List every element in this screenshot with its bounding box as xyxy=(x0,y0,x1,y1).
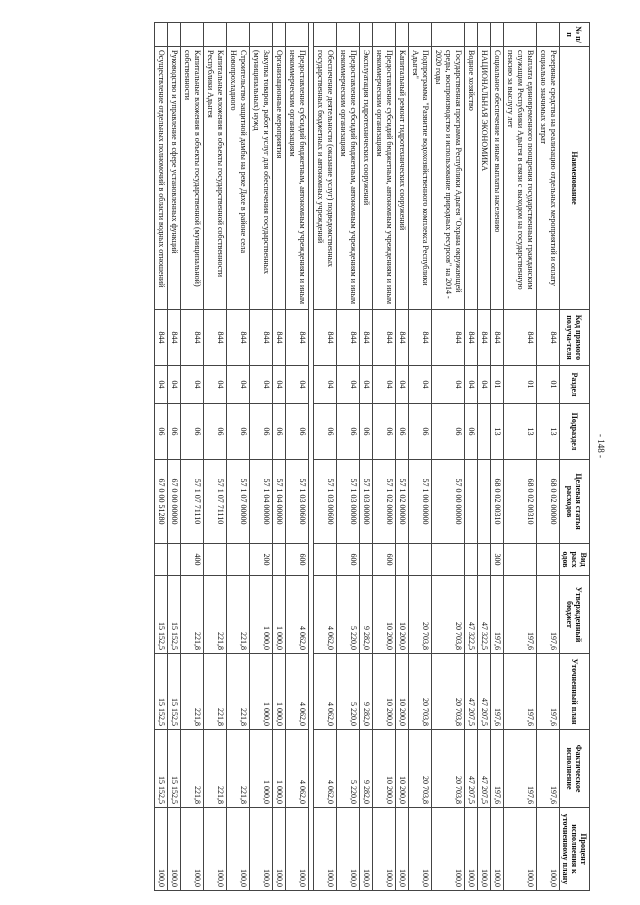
row-name: Капитальные вложения в объекты государственной (муниципальной) собственности xyxy=(181,47,204,310)
row-expense-type: 600 xyxy=(337,544,360,576)
row-number xyxy=(504,23,537,47)
row-subsection: 13 xyxy=(504,404,537,460)
row-name: Водное хозяйство xyxy=(465,47,478,310)
table-row xyxy=(465,23,478,891)
row-expense-type xyxy=(227,544,250,576)
row-subsection: 06 xyxy=(286,404,309,460)
row-code: 844 xyxy=(409,310,432,366)
row-section: 01 xyxy=(504,366,537,404)
row-article xyxy=(478,460,491,544)
row-actual: 20 703,8 xyxy=(409,730,432,808)
row-expense-type: 600 xyxy=(286,544,309,576)
table-row xyxy=(537,23,560,891)
row-name: Предоставление субсидий бюджетным, автономным учреждениям и иным некоммерческим организациям xyxy=(286,47,309,310)
row-expense-type xyxy=(432,544,465,576)
row-code: 844 xyxy=(432,310,465,366)
row-percent: 100,0 xyxy=(181,808,204,891)
row-actual: 1 000,0 xyxy=(250,730,273,808)
row-approved: 47 322,5 xyxy=(465,576,478,654)
row-section: 04 xyxy=(227,366,250,404)
row-code: 844 xyxy=(250,310,273,366)
table-body xyxy=(155,23,560,891)
row-approved: 221,8 xyxy=(227,576,250,654)
spacer-cell xyxy=(309,23,314,891)
row-name: Закупка товаров, работ и услуг для обеспечения государственных (муниципальных) нужд xyxy=(250,47,273,310)
row-article: 57 1 03 00600 xyxy=(286,460,309,544)
row-number xyxy=(168,23,181,47)
row-approved: 197,6 xyxy=(537,576,560,654)
row-code: 844 xyxy=(396,310,409,366)
table-row xyxy=(181,23,204,891)
row-code: 844 xyxy=(155,310,168,366)
row-section: 04 xyxy=(273,366,286,404)
row-code: 844 xyxy=(465,310,478,366)
row-expense-type xyxy=(504,544,537,576)
row-approved: 10 200,0 xyxy=(373,576,396,654)
row-code: 844 xyxy=(204,310,227,366)
row-subsection: 06 xyxy=(250,404,273,460)
row-actual: 197,6 xyxy=(537,730,560,808)
row-number xyxy=(478,23,491,47)
row-refined: 20 703,8 xyxy=(432,654,465,730)
row-name: Строительство защитной дамбы на реке Дахе в районе села Новопрохладного xyxy=(227,47,250,310)
row-approved: 10 200,0 xyxy=(396,576,409,654)
table-row xyxy=(360,23,373,891)
row-name: Эксплуатация гидротехнических сооружений xyxy=(360,47,373,310)
row-subsection: 06 xyxy=(227,404,250,460)
row-code: 844 xyxy=(491,310,504,366)
table-row xyxy=(396,23,409,891)
row-number xyxy=(360,23,373,47)
row-refined: 4 062,0 xyxy=(286,654,309,730)
row-number xyxy=(314,23,337,47)
row-name: Государственная программа Республики Адыгея "Охрана окружающей среды, воспроизводство и использование природных ресурсов" на 2014 - 2020 годы xyxy=(432,47,465,310)
rotated-page xyxy=(5,22,590,890)
row-refined: 15 152,5 xyxy=(168,654,181,730)
row-percent: 100,0 xyxy=(168,808,181,891)
header-expense-type: Вид расх одов xyxy=(560,544,590,576)
row-percent: 100,0 xyxy=(373,808,396,891)
row-expense-type: 300 xyxy=(491,544,504,576)
row-expense-type xyxy=(537,544,560,576)
row-refined: 15 152,5 xyxy=(155,654,168,730)
row-section: 04 xyxy=(181,366,204,404)
row-section: 04 xyxy=(155,366,168,404)
row-refined: 47 207,5 xyxy=(478,654,491,730)
row-article: 57 1 00 00000 xyxy=(409,460,432,544)
row-actual: 197,6 xyxy=(504,730,537,808)
row-number xyxy=(373,23,396,47)
header-approved: Утвержденный бюджет xyxy=(560,576,590,654)
row-code: 844 xyxy=(537,310,560,366)
row-subsection: 06 xyxy=(396,404,409,460)
row-actual: 4 062,0 xyxy=(286,730,309,808)
row-percent: 100,0 xyxy=(337,808,360,891)
row-expense-type xyxy=(409,544,432,576)
row-subsection: 13 xyxy=(491,404,504,460)
row-number xyxy=(204,23,227,47)
row-expense-type: 400 xyxy=(181,544,204,576)
row-expense-type xyxy=(314,544,337,576)
row-percent: 100,0 xyxy=(204,808,227,891)
table-row xyxy=(478,23,491,891)
page-number: - 148 - xyxy=(596,434,606,458)
row-expense-type xyxy=(204,544,227,576)
table-row xyxy=(227,23,250,891)
row-actual: 15 152,5 xyxy=(168,730,181,808)
row-name: Руководство и управление в сфере установленных функций xyxy=(168,47,181,310)
row-percent: 100,0 xyxy=(491,808,504,891)
table-row xyxy=(504,23,537,891)
row-actual: 5 220,0 xyxy=(337,730,360,808)
row-subsection: 06 xyxy=(465,404,478,460)
row-name: Осуществление отдельных полномочий в области водных отношений xyxy=(155,47,168,310)
row-number xyxy=(537,23,560,47)
row-number xyxy=(250,23,273,47)
row-spacer xyxy=(309,23,314,891)
row-approved: 197,6 xyxy=(504,576,537,654)
row-article: 68 0 02 00310 xyxy=(491,460,504,544)
row-section: 04 xyxy=(168,366,181,404)
row-section: 04 xyxy=(432,366,465,404)
row-number xyxy=(181,23,204,47)
row-approved: 47 322,5 xyxy=(478,576,491,654)
row-expense-type xyxy=(360,544,373,576)
row-article: 57 1 03 00000 xyxy=(360,460,373,544)
row-code: 844 xyxy=(227,310,250,366)
row-article: 68 0 02 00000 xyxy=(537,460,560,544)
row-percent: 100,0 xyxy=(227,808,250,891)
row-code: 844 xyxy=(168,310,181,366)
row-actual: 4 062,0 xyxy=(314,730,337,808)
row-subsection: 06 xyxy=(314,404,337,460)
header-num: № п/п xyxy=(560,23,590,47)
row-subsection: 06 xyxy=(409,404,432,460)
row-refined: 1 000,0 xyxy=(273,654,286,730)
row-approved: 15 152,5 xyxy=(168,576,181,654)
row-percent: 100,0 xyxy=(504,808,537,891)
row-name: НАЦИОНАЛЬНАЯ ЭКОНОМИКА xyxy=(478,47,491,310)
table-row xyxy=(432,23,465,891)
header-article: Целевая статья расходов xyxy=(560,460,590,544)
row-section: 01 xyxy=(491,366,504,404)
row-percent: 100,0 xyxy=(155,808,168,891)
row-section: 04 xyxy=(373,366,396,404)
row-approved: 1 000,0 xyxy=(273,576,286,654)
row-percent: 100,0 xyxy=(360,808,373,891)
table-row xyxy=(250,23,273,891)
row-code: 844 xyxy=(273,310,286,366)
row-refined: 221,8 xyxy=(181,654,204,730)
row-approved: 4 062,0 xyxy=(286,576,309,654)
row-refined: 10 200,0 xyxy=(396,654,409,730)
row-actual: 9 282,0 xyxy=(360,730,373,808)
header-percent: Процент исполнения к уточненному плану xyxy=(560,808,590,891)
row-code: 844 xyxy=(373,310,396,366)
row-subsection: 06 xyxy=(273,404,286,460)
row-approved: 221,8 xyxy=(181,576,204,654)
row-name: Предоставление субсидий бюджетным, автономным учреждениям и иным некоммерческим организациям xyxy=(337,47,360,310)
row-section: 04 xyxy=(360,366,373,404)
row-refined: 221,8 xyxy=(227,654,250,730)
row-article: 57 1 02 00000 xyxy=(396,460,409,544)
row-expense-type xyxy=(273,544,286,576)
row-approved: 5 220,0 xyxy=(337,576,360,654)
row-number xyxy=(227,23,250,47)
row-percent: 100,0 xyxy=(273,808,286,891)
row-subsection: 06 xyxy=(204,404,227,460)
table-row xyxy=(337,23,360,891)
row-approved: 15 152,5 xyxy=(155,576,168,654)
row-article: 68 0 02 00310 xyxy=(504,460,537,544)
row-refined: 5 220,0 xyxy=(337,654,360,730)
row-refined: 47 207,5 xyxy=(465,654,478,730)
row-refined: 221,8 xyxy=(204,654,227,730)
row-approved: 1 000,0 xyxy=(250,576,273,654)
row-article: 67 0 00 51280 xyxy=(155,460,168,544)
budget-table xyxy=(154,22,590,891)
row-expense-type xyxy=(168,544,181,576)
row-name: Организационные мероприятия xyxy=(273,47,286,310)
header-code: Код прямого получа-теля xyxy=(560,310,590,366)
row-article: 57 1 03 00600 xyxy=(314,460,337,544)
row-percent: 100,0 xyxy=(409,808,432,891)
row-name: Подпрограмма "Развитие водохозяйственного комплекса Республики Адыгея" xyxy=(409,47,432,310)
row-refined: 9 282,0 xyxy=(360,654,373,730)
row-article: 67 0 00 00000 xyxy=(168,460,181,544)
row-section: 04 xyxy=(314,366,337,404)
row-percent: 100,0 xyxy=(250,808,273,891)
table-row xyxy=(273,23,286,891)
row-name: Социальное обеспечение и иные выплаты населению xyxy=(491,47,504,310)
header-row xyxy=(560,23,590,891)
row-percent: 100,0 xyxy=(478,808,491,891)
row-section: 04 xyxy=(478,366,491,404)
header-refined: Уточненный план xyxy=(560,654,590,730)
row-refined: 197,6 xyxy=(491,654,504,730)
row-expense-type: 200 xyxy=(250,544,273,576)
table-row xyxy=(373,23,396,891)
header-section: Раздел xyxy=(560,366,590,404)
row-section: 04 xyxy=(409,366,432,404)
row-expense-type xyxy=(478,544,491,576)
row-actual: 197,6 xyxy=(491,730,504,808)
header-subsection: Подраздел xyxy=(560,404,590,460)
row-section: 04 xyxy=(250,366,273,404)
row-article: 57 1 03 00000 xyxy=(337,460,360,544)
table-row xyxy=(314,23,337,891)
row-actual: 15 152,5 xyxy=(155,730,168,808)
row-article: 57 1 07 71110 xyxy=(181,460,204,544)
row-percent: 100,0 xyxy=(396,808,409,891)
row-approved: 20 703,8 xyxy=(432,576,465,654)
row-number xyxy=(396,23,409,47)
row-subsection: 06 xyxy=(373,404,396,460)
table-row xyxy=(491,23,504,891)
row-actual: 20 703,8 xyxy=(432,730,465,808)
row-subsection: 13 xyxy=(537,404,560,460)
table-row xyxy=(204,23,227,891)
row-subsection: 06 xyxy=(337,404,360,460)
row-percent: 100,0 xyxy=(286,808,309,891)
row-subsection: 06 xyxy=(360,404,373,460)
row-section: 01 xyxy=(537,366,560,404)
table-row xyxy=(286,23,309,891)
row-number xyxy=(273,23,286,47)
row-article xyxy=(465,460,478,544)
row-subsection xyxy=(478,404,491,460)
row-number xyxy=(286,23,309,47)
row-code: 844 xyxy=(337,310,360,366)
table-row xyxy=(155,23,168,891)
row-approved: 20 703,8 xyxy=(409,576,432,654)
row-actual: 10 200,0 xyxy=(373,730,396,808)
row-number xyxy=(491,23,504,47)
row-section: 04 xyxy=(396,366,409,404)
row-section: 04 xyxy=(337,366,360,404)
row-section: 04 xyxy=(465,366,478,404)
row-name: Предоставление субсидий бюджетным, автономным учреждениям и иным некоммерческим организациям xyxy=(373,47,396,310)
row-percent: 100,0 xyxy=(465,808,478,891)
row-refined: 4 062,0 xyxy=(314,654,337,730)
row-code: 844 xyxy=(360,310,373,366)
row-subsection: 06 xyxy=(155,404,168,460)
row-refined: 20 703,8 xyxy=(409,654,432,730)
row-expense-type xyxy=(155,544,168,576)
row-name: Обеспечение деятельности (оказание услуг) подведомственных государственных бюджетных и автономных учреждений xyxy=(314,47,337,310)
row-approved: 4 062,0 xyxy=(314,576,337,654)
row-percent: 100,0 xyxy=(314,808,337,891)
row-article: 57 1 04 00000 xyxy=(273,460,286,544)
row-expense-type: 600 xyxy=(373,544,396,576)
row-refined: 197,6 xyxy=(504,654,537,730)
row-expense-type xyxy=(396,544,409,576)
row-subsection: 06 xyxy=(432,404,465,460)
row-refined: 197,6 xyxy=(537,654,560,730)
row-actual: 10 200,0 xyxy=(396,730,409,808)
row-article: 57 0 00 00000 xyxy=(432,460,465,544)
row-actual: 1 000,0 xyxy=(273,730,286,808)
row-subsection: 06 xyxy=(168,404,181,460)
row-percent: 100,0 xyxy=(537,808,560,891)
row-code: 844 xyxy=(181,310,204,366)
table-row xyxy=(168,23,181,891)
row-name: Капитальный ремонт гидротехнических сооружений xyxy=(396,47,409,310)
row-number xyxy=(409,23,432,47)
row-expense-type xyxy=(465,544,478,576)
row-actual: 47 207,5 xyxy=(478,730,491,808)
row-actual: 221,8 xyxy=(181,730,204,808)
row-approved: 9 282,0 xyxy=(360,576,373,654)
row-number xyxy=(465,23,478,47)
row-actual: 221,8 xyxy=(204,730,227,808)
row-refined: 10 200,0 xyxy=(373,654,396,730)
table-row xyxy=(409,23,432,891)
row-refined: 1 000,0 xyxy=(250,654,273,730)
row-approved: 221,8 xyxy=(204,576,227,654)
row-name: Резервные средства на реализацию отдельных мероприятий и оплату социально значимых затрат xyxy=(537,47,560,310)
row-section: 04 xyxy=(286,366,309,404)
row-number xyxy=(337,23,360,47)
row-actual: 221,8 xyxy=(227,730,250,808)
row-number xyxy=(432,23,465,47)
header-actual: Фактическое исполнение xyxy=(560,730,590,808)
row-code: 844 xyxy=(504,310,537,366)
row-article: 57 1 07 00000 xyxy=(227,460,250,544)
row-name: Капитальные вложения в объекты государственной собственности Республики Адыгея xyxy=(204,47,227,310)
row-name: Выплата единовременного поощрения государственным гражданским служащим Республики Адыгея в связи с выходом на государственную пенсию за выслугу лет xyxy=(504,47,537,310)
row-actual: 47 207,5 xyxy=(465,730,478,808)
row-approved: 197,6 xyxy=(491,576,504,654)
row-code: 844 xyxy=(314,310,337,366)
row-article: 57 1 07 71110 xyxy=(204,460,227,544)
row-subsection: 06 xyxy=(181,404,204,460)
row-article: 57 1 02 00000 xyxy=(373,460,396,544)
row-article: 57 1 04 00000 xyxy=(250,460,273,544)
header-name: Наименование xyxy=(560,47,590,310)
row-code: 844 xyxy=(478,310,491,366)
row-number xyxy=(155,23,168,47)
row-section: 04 xyxy=(204,366,227,404)
row-code: 844 xyxy=(286,310,309,366)
row-percent: 100,0 xyxy=(432,808,465,891)
